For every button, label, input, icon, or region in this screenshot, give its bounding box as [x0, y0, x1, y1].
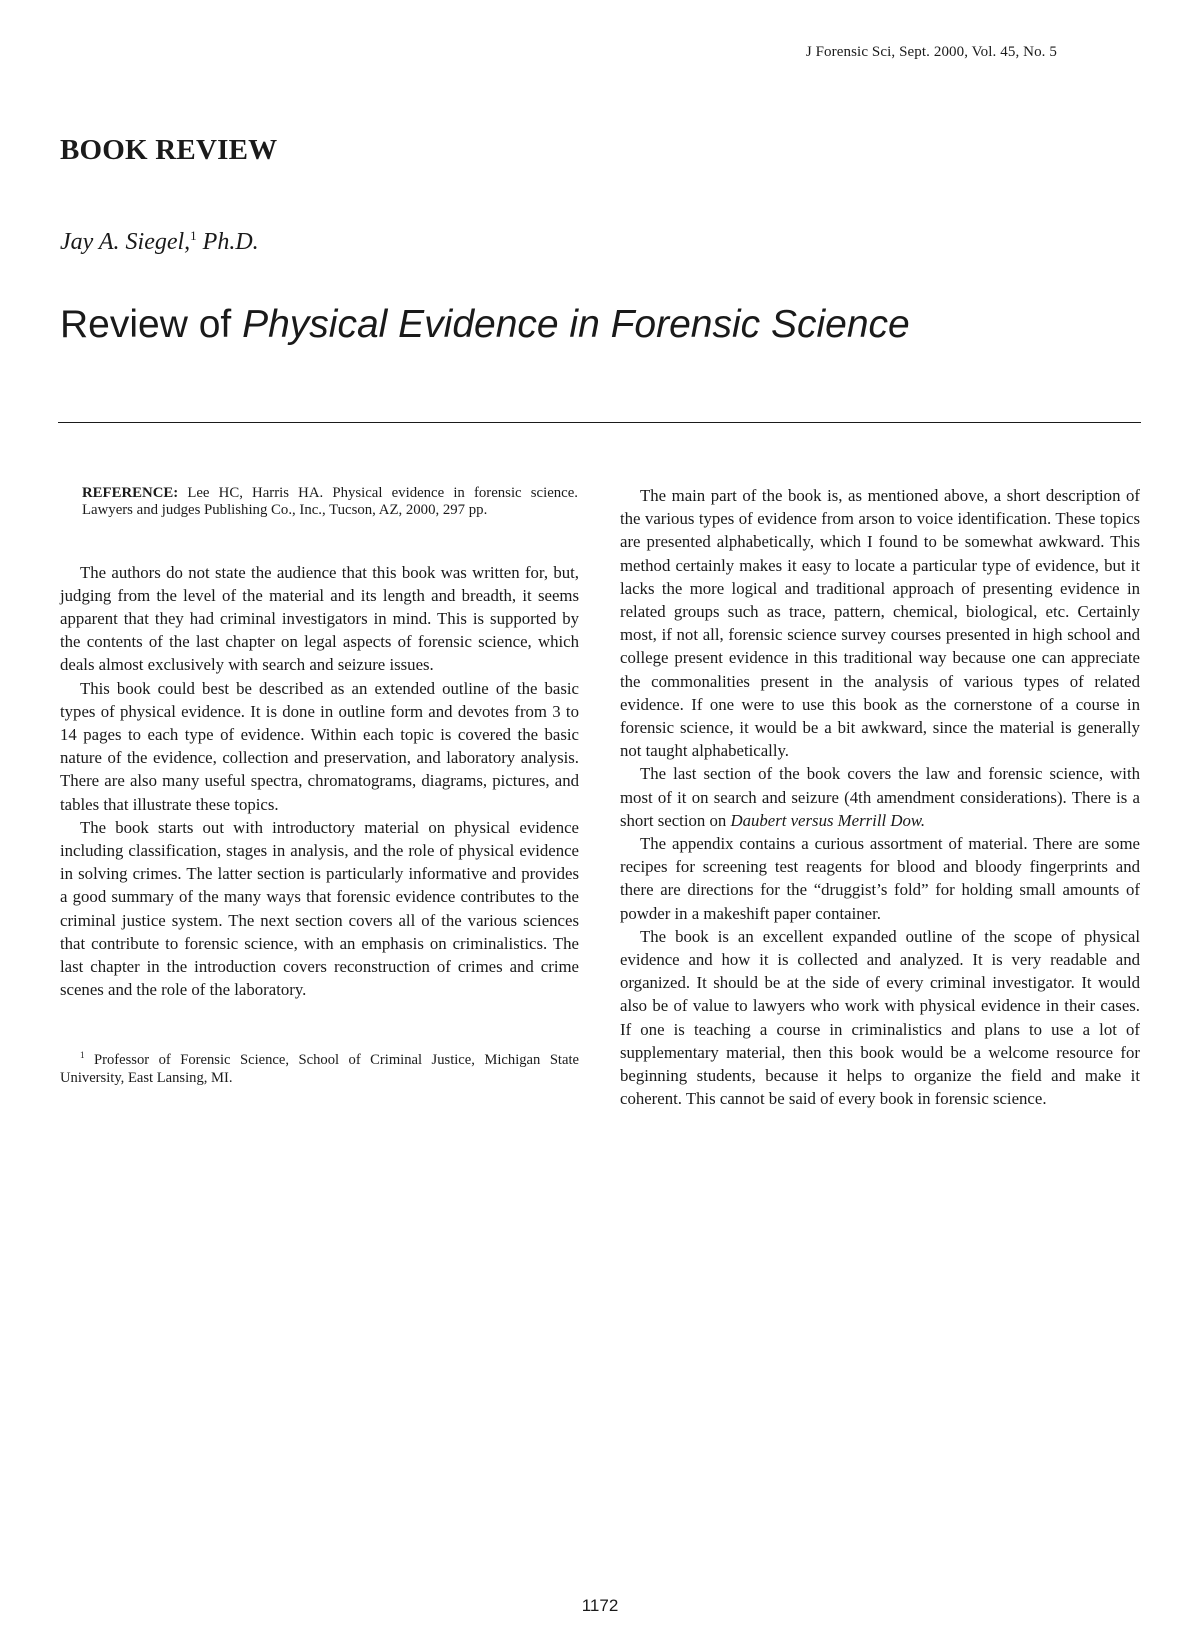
body-paragraph: The appendix contains a curious assortment of material. There are some recipes for screening test reagents for blood and bloody fingerprints and there are directions for the “druggist’s fold” for holding small amounts of powder in a makeshift paper container. [620, 834, 1140, 923]
reference-text: Lee HC, Harris HA. Physical evidence in forensic science. Lawyers and judges Publishing Co., Inc., Tucson, AZ, 2000, 297 pp. [82, 485, 578, 519]
author-name: Jay A. Siegel, [60, 229, 191, 255]
body-paragraph: The book is an excellent expanded outline of the scope of physical evidence and how it is collected and analyzed. It is very readable and organized. It should be at the side of every criminal investigator. It would also be of value to lawyers who work with physical evidence in their cases. If one is teaching a course in criminalistics and plans to use a lot of supplementary material, then this book would be a welcome resource for beginning students, because it helps to organize the field and make it coherent. This cannot be said of every book in forensic science. [620, 926, 1140, 1109]
article-title [60, 303, 910, 347]
footnote-marker: 1 [80, 1050, 85, 1061]
footnote-text: Professor of Forensic Science, School of Criminal Justice, Michigan State University, East Lansing, MI. [60, 1052, 579, 1087]
paragraph-text: The last section of the book covers the law and forensic science, with most of it on search and seizure (4th amendment considerations). There is a short section on [620, 764, 1140, 830]
title-book-name: Physical Evidence in Forensic Science [242, 303, 910, 346]
body-paragraph: The authors do not state the audience that this book was written for, but, judging from the level of the material and its length and breadth, it seems apparent that they had criminal investigators in mind. This is supported by the contents of the last chapter on legal aspects of forensic science, which deals almost exclusively with search and seizure issues. [60, 562, 579, 675]
left-column [60, 484, 579, 1087]
author-footnote-marker[interactable]: 1 [190, 228, 197, 243]
right-column [620, 484, 1140, 1110]
author-line [60, 229, 259, 256]
body-paragraph [620, 762, 1140, 832]
reference-block [82, 484, 578, 520]
section-label: BOOK REVIEW [60, 134, 278, 166]
reference-label: REFERENCE: [82, 485, 179, 501]
author-footnote [60, 1051, 579, 1087]
body-paragraph: The main part of the book is, as mentioned above, a short description of the various types of evidence from arson to voice identification. These topics are presented alphabetically, which I found to be somewhat awkward. This method certainly makes it easy to locate a particular type of evidence, but it lacks the more logical and traditional approach of presenting evidence in related groups such as trace, pattern, chemical, biological, etc. Certainly most, if not all, forensic science survey courses presented in high school and college present evidence in this traditional way because one can appreciate the commonalities present in the analysis of various types of related evidence. If one were to use this book as the cornerstone of a course in forensic science, it would be a bit awkward, since the material is generally not taught alphabetically. [620, 486, 1140, 761]
left-body [60, 561, 579, 1002]
page-number: 1172 [581, 1596, 619, 1615]
title-divider [58, 422, 1141, 423]
case-name: Daubert versus Merrill Dow. [730, 810, 926, 830]
body-paragraph: This book could best be described as an extended outline of the basic types of physical evidence. It is done in outline form and devotes from 3 to 14 pages to each type of evidence. Within each topic is covered the basic nature of the evidence, collection and preservation, and laboratory analysis. There are also many useful spectra, chromatograms, diagrams, pictures, and tables that illustrate these topics. [60, 678, 579, 814]
title-prefix: Review of [60, 303, 232, 346]
journal-citation: J Forensic Sci, Sept. 2000, Vol. 45, No. 5 [805, 44, 1057, 60]
body-paragraph: The book starts out with introductory material on physical evidence including classification, stages in analysis, and the role of physical evidence in solving crimes. The latter section is particularly informative and provides a good summary of the many ways that forensic evidence contributes to the criminal justice system. The next section covers all of the various sciences that contribute to forensic science, with an emphasis on criminalistics. The last chapter in the introduction covers reconstruction of crimes and crime scenes and the role of the laboratory. [60, 817, 579, 1000]
author-degree: Ph.D. [202, 229, 259, 255]
